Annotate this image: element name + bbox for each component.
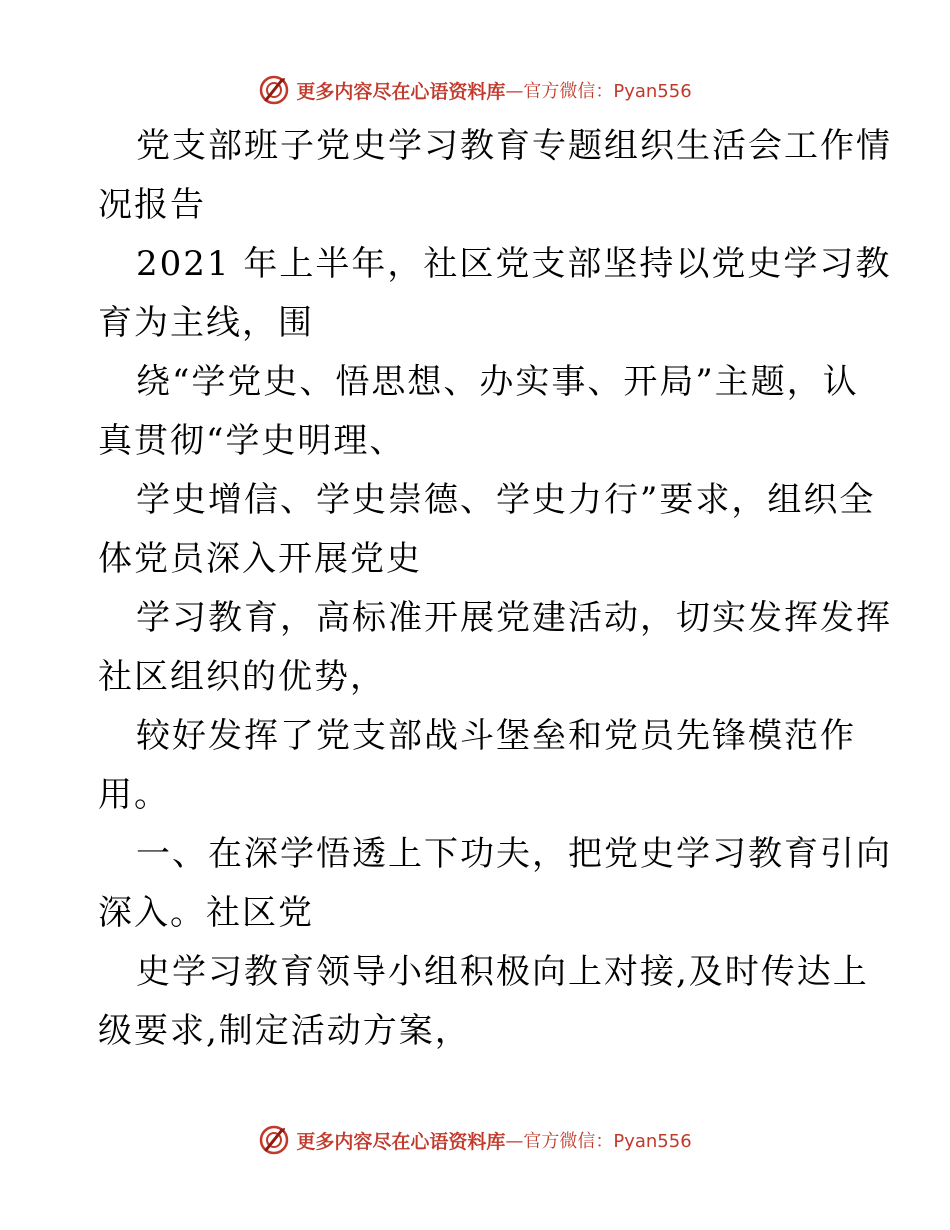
paragraph-line: 深入。社区党: [98, 893, 314, 933]
paragraph-line: 学习教育，高标准开展党建活动，切实发挥发挥: [136, 598, 892, 638]
paragraph-line: 况报告: [98, 185, 206, 225]
document-title: [98, 117, 892, 235]
logo-icon: [258, 74, 290, 106]
logo-icon: [258, 1124, 290, 1156]
paragraph-line: 用。: [98, 775, 170, 815]
watermark-suffix: —官方微信：Pyan556: [505, 1131, 692, 1152]
paragraph: [98, 235, 892, 353]
paragraph-line: 级要求,制定活动方案，: [98, 1011, 471, 1051]
paragraph: [98, 471, 876, 589]
paragraph-line: 2021 年上半年，社区党支部坚持以党史学习教: [136, 244, 892, 284]
section-heading: [98, 825, 892, 943]
watermark-text: 更多内容尽在心语资料库: [296, 1130, 506, 1153]
watermark-footer: [0, 1120, 950, 1160]
paragraph-line: 体党员深入开展党史: [98, 539, 422, 579]
paragraph: [98, 353, 858, 471]
paragraph-line: 史学习教育领导小组积极向上对接,及时传达上: [136, 952, 869, 992]
watermark-suffix: —官方微信：Pyan556: [505, 81, 692, 102]
paragraph-line: 一、在深学悟透上下功夫，把党史学习教育引向: [136, 834, 892, 874]
paragraph-line: 育为主线，围: [98, 303, 314, 343]
paragraph: [98, 943, 869, 1061]
paragraph: [98, 707, 858, 825]
paragraph-line: 绕“学党史、悟思想、办实事、开局”主题，认: [136, 362, 859, 402]
watermark-text: 更多内容尽在心语资料库: [296, 80, 506, 103]
paragraph-line: 真贯彻“学史明理、: [98, 421, 406, 461]
paragraph-line: 较好发挥了党支部战斗堡垒和党员先锋模范作: [136, 716, 856, 756]
watermark-header: [0, 70, 950, 110]
document-body: [98, 117, 892, 1061]
paragraph-line: 社区组织的优势，: [98, 657, 386, 697]
paragraph: [98, 589, 892, 707]
paragraph-line: 学史增信、学史崇德、学史力行”要求，组织全: [136, 480, 876, 520]
paragraph-line: 党支部班子党史学习教育专题组织生活会工作情: [136, 126, 892, 166]
